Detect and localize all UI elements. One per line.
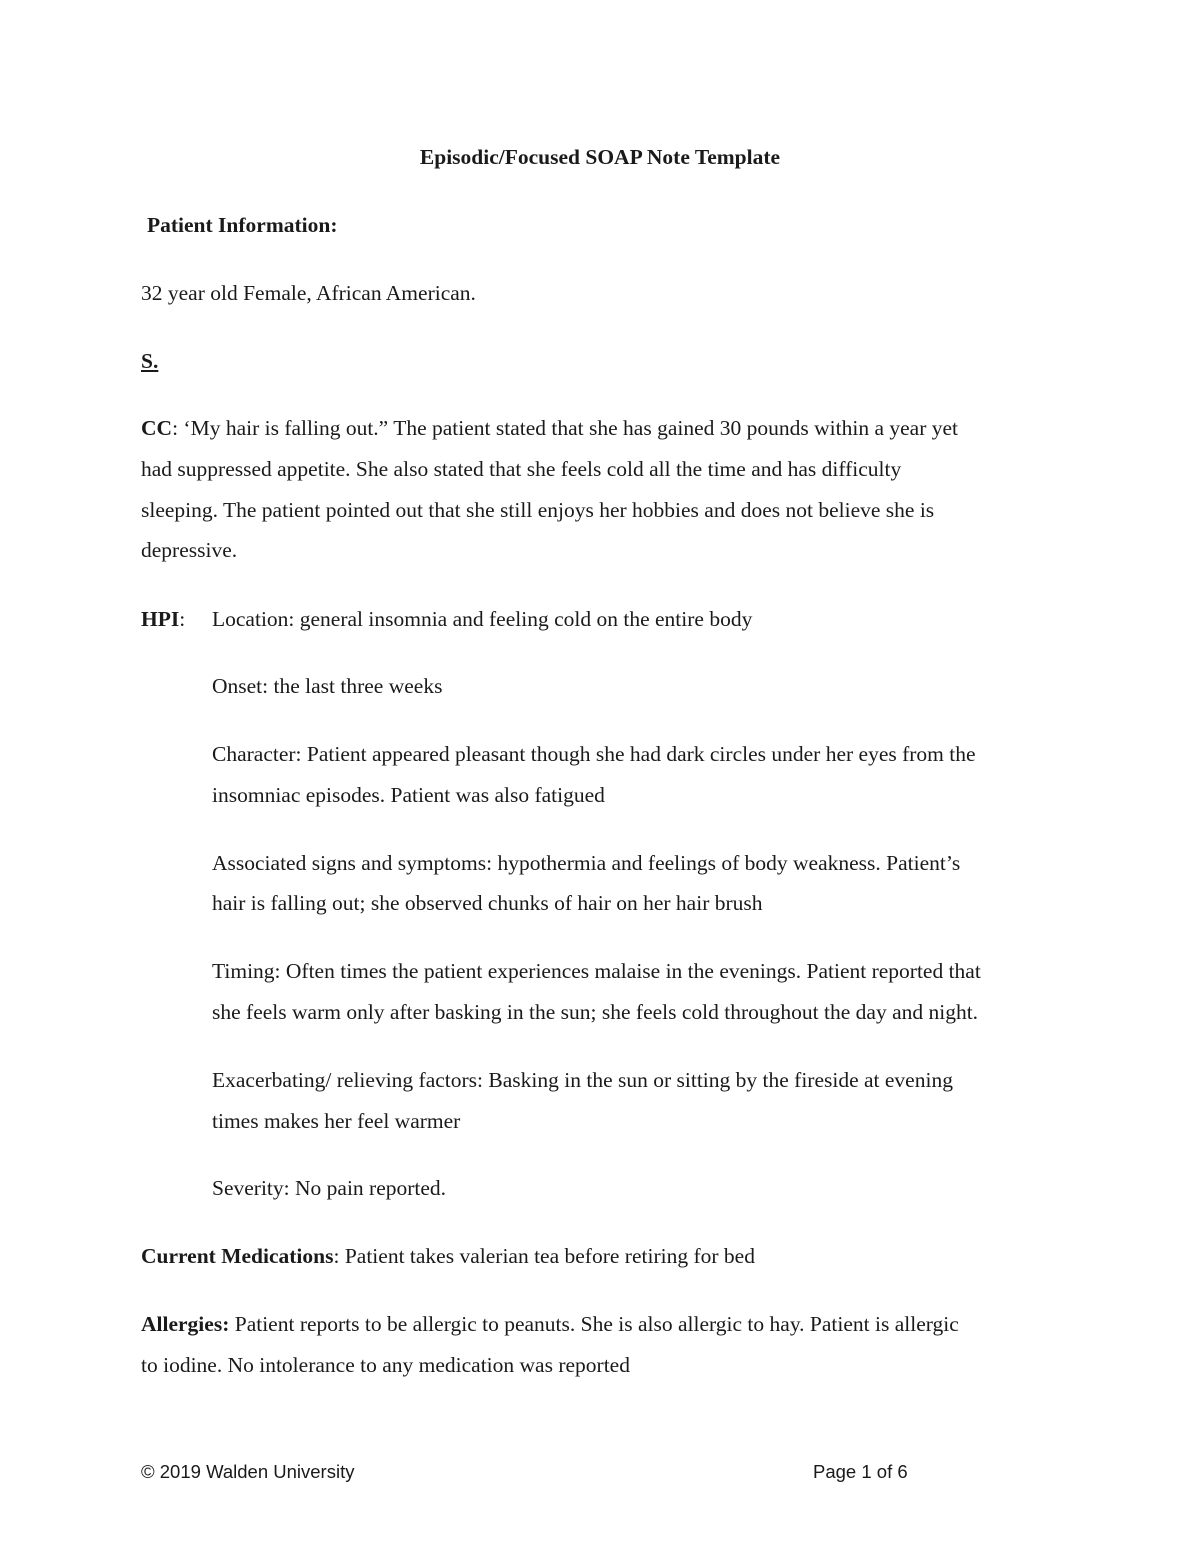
patient-info-text: 32 year old Female, African American. <box>141 281 476 305</box>
cc-text-1: : ‘My hair is falling out.” The patient stated that she has gained 30 pounds within a year yet <box>172 416 959 440</box>
medications-label: Current Medications <box>141 1244 334 1268</box>
cc-line-1 <box>141 408 958 448</box>
allergies-line-2: to iodine. No intolerance to any medication was reported <box>141 1353 630 1377</box>
hpi-associated-line-1: Associated signs and symptoms: hypothermia and feelings of body weakness. Patient’s <box>212 851 961 875</box>
cc-label: CC <box>141 416 173 440</box>
hpi-colon: : <box>179 607 186 631</box>
hpi-timing-line-2: she feels warm only after basking in the sun; she feels cold throughout the day and night. <box>212 1000 979 1024</box>
footer-page-number: Page 1 of 6 <box>813 1461 908 1482</box>
hpi-timing-line-1: Timing: Often times the patient experiences malaise in the evenings. Patient reported that <box>212 959 981 983</box>
allergies-text-1: Patient reports to be allergic to peanuts. She is also allergic to hay. Patient is allergic <box>229 1312 959 1336</box>
allergies-line-1 <box>141 1304 959 1344</box>
hpi-exacerbating-line-2: times makes her feel warmer <box>212 1109 461 1133</box>
hpi-severity: Severity: No pain reported. <box>212 1176 447 1200</box>
hpi-onset: Onset: the last three weeks <box>212 674 443 698</box>
footer-copyright: © 2019 Walden University <box>141 1461 355 1482</box>
hpi-exacerbating-line-1: Exacerbating/ relieving factors: Basking in the sun or sitting by the fireside at evening <box>212 1068 953 1092</box>
subjective-heading: S. <box>141 349 159 373</box>
hpi-character-line-1: Character: Patient appeared pleasant though she had dark circles under her eyes from the <box>212 742 976 766</box>
hpi-label-line <box>141 599 185 639</box>
hpi-character-line-2: insomniac episodes. Patient was also fatigued <box>212 783 605 807</box>
patient-info-heading: Patient Information: <box>147 213 338 237</box>
allergies-label: Allergies: <box>141 1312 230 1336</box>
medications-line <box>141 1236 755 1276</box>
cc-line-3: sleeping. The patient pointed out that she still enjoys her hobbies and does not believe she is <box>141 498 935 522</box>
hpi-label: HPI <box>141 607 180 631</box>
hpi-location: Location: general insomnia and feeling cold on the entire body <box>212 607 753 631</box>
medications-text: : Patient takes valerian tea before retiring for bed <box>333 1244 755 1268</box>
cc-line-2: had suppressed appetite. She also stated that she feels cold all the time and has difficulty <box>141 457 902 481</box>
cc-line-4: depressive. <box>141 538 238 562</box>
page-title: Episodic/Focused SOAP Note Template <box>419 145 781 169</box>
hpi-associated-line-2: hair is falling out; she observed chunks of hair on her hair brush <box>212 891 763 915</box>
